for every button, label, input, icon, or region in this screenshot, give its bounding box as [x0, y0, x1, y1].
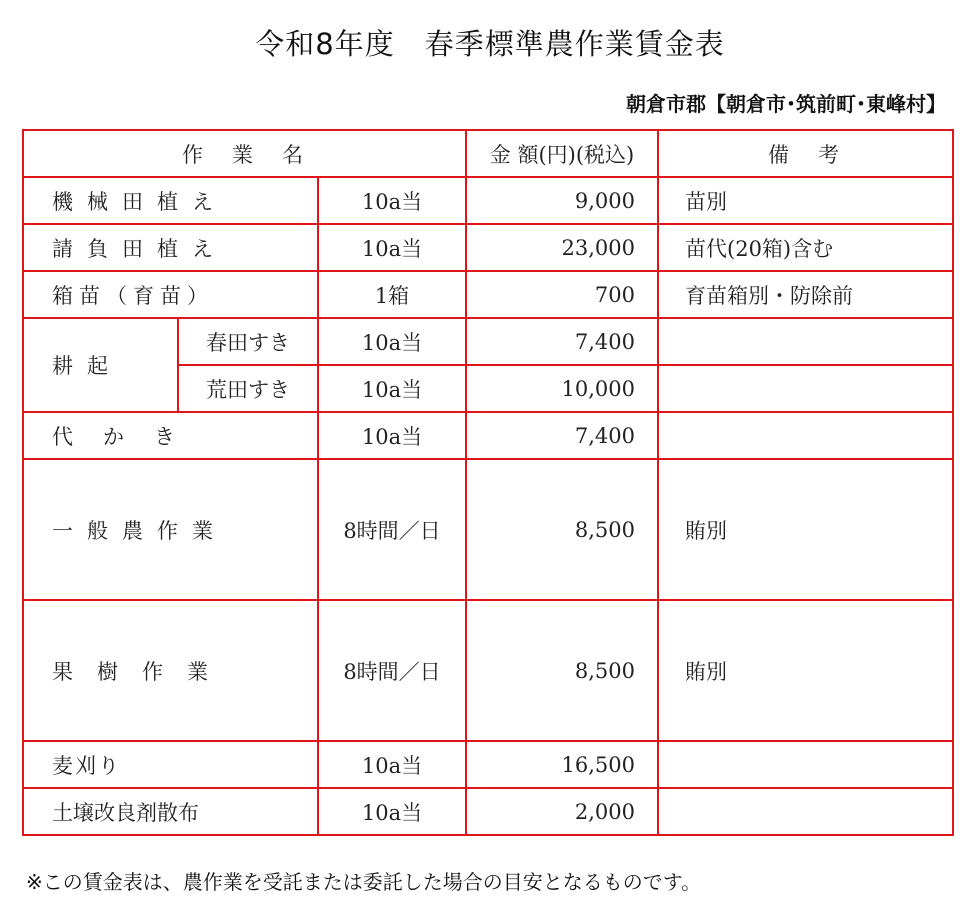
header-work: 作 業 名	[23, 130, 466, 177]
table-row	[23, 412, 953, 459]
work-name: 耕起	[23, 318, 178, 412]
table-row	[23, 177, 953, 224]
work-unit: 10a当	[318, 365, 466, 412]
work-name: 麦刈り	[23, 741, 318, 788]
table-row	[23, 271, 953, 318]
wage-table	[22, 129, 954, 836]
work-unit: 10a当	[318, 177, 466, 224]
work-note: 賄別	[658, 600, 953, 741]
table-row	[23, 600, 953, 741]
work-note: 苗別	[658, 177, 953, 224]
table-row	[23, 459, 953, 600]
work-name: 代かき	[23, 412, 318, 459]
region-label: 朝倉市郡【朝倉市･筑前町･東峰村】	[626, 92, 946, 116]
table-row	[23, 224, 953, 271]
work-unit: 10a当	[318, 224, 466, 271]
work-amount: 8,500	[466, 459, 658, 600]
work-amount: 2,000	[466, 788, 658, 835]
work-note	[658, 365, 953, 412]
work-name: 機械田植え	[23, 177, 318, 224]
work-unit: 1箱	[318, 271, 466, 318]
work-note	[658, 318, 953, 365]
work-note	[658, 412, 953, 459]
work-unit: 8時間／日	[318, 600, 466, 741]
work-note: 賄別	[658, 459, 953, 600]
work-amount: 7,400	[466, 318, 658, 365]
work-unit: 10a当	[318, 788, 466, 835]
work-amount: 10,000	[466, 365, 658, 412]
work-note: 苗代(20箱)含む	[658, 224, 953, 271]
work-note: 育苗箱別・防除前	[658, 271, 953, 318]
work-name: 果樹作業	[23, 600, 318, 741]
work-amount: 16,500	[466, 741, 658, 788]
work-unit: 10a当	[318, 412, 466, 459]
work-note	[658, 788, 953, 835]
work-name: 請負田植え	[23, 224, 318, 271]
work-name: 箱苗（育苗）	[23, 271, 318, 318]
work-name: 土壌改良剤散布	[23, 788, 318, 835]
work-note	[658, 741, 953, 788]
table-header-row	[23, 130, 953, 177]
table-row	[23, 318, 953, 365]
work-subname: 春田すき	[178, 318, 318, 365]
table-row	[23, 788, 953, 835]
table-row	[23, 741, 953, 788]
work-subname: 荒田すき	[178, 365, 318, 412]
header-amount: 金 額(円)(税込)	[466, 130, 658, 177]
work-name: 一般農作業	[23, 459, 318, 600]
work-unit: 8時間／日	[318, 459, 466, 600]
work-amount: 23,000	[466, 224, 658, 271]
work-amount: 700	[466, 271, 658, 318]
header-remarks: 備 考	[658, 130, 953, 177]
footnote: ※この賃金表は、農作業を受託または委託した場合の目安となるものです。	[26, 870, 702, 894]
page-title: 令和8年度 春季標準農作業賃金表	[255, 27, 725, 61]
work-amount: 8,500	[466, 600, 658, 741]
work-amount: 7,400	[466, 412, 658, 459]
work-unit: 10a当	[318, 318, 466, 365]
work-unit: 10a当	[318, 741, 466, 788]
work-amount: 9,000	[466, 177, 658, 224]
